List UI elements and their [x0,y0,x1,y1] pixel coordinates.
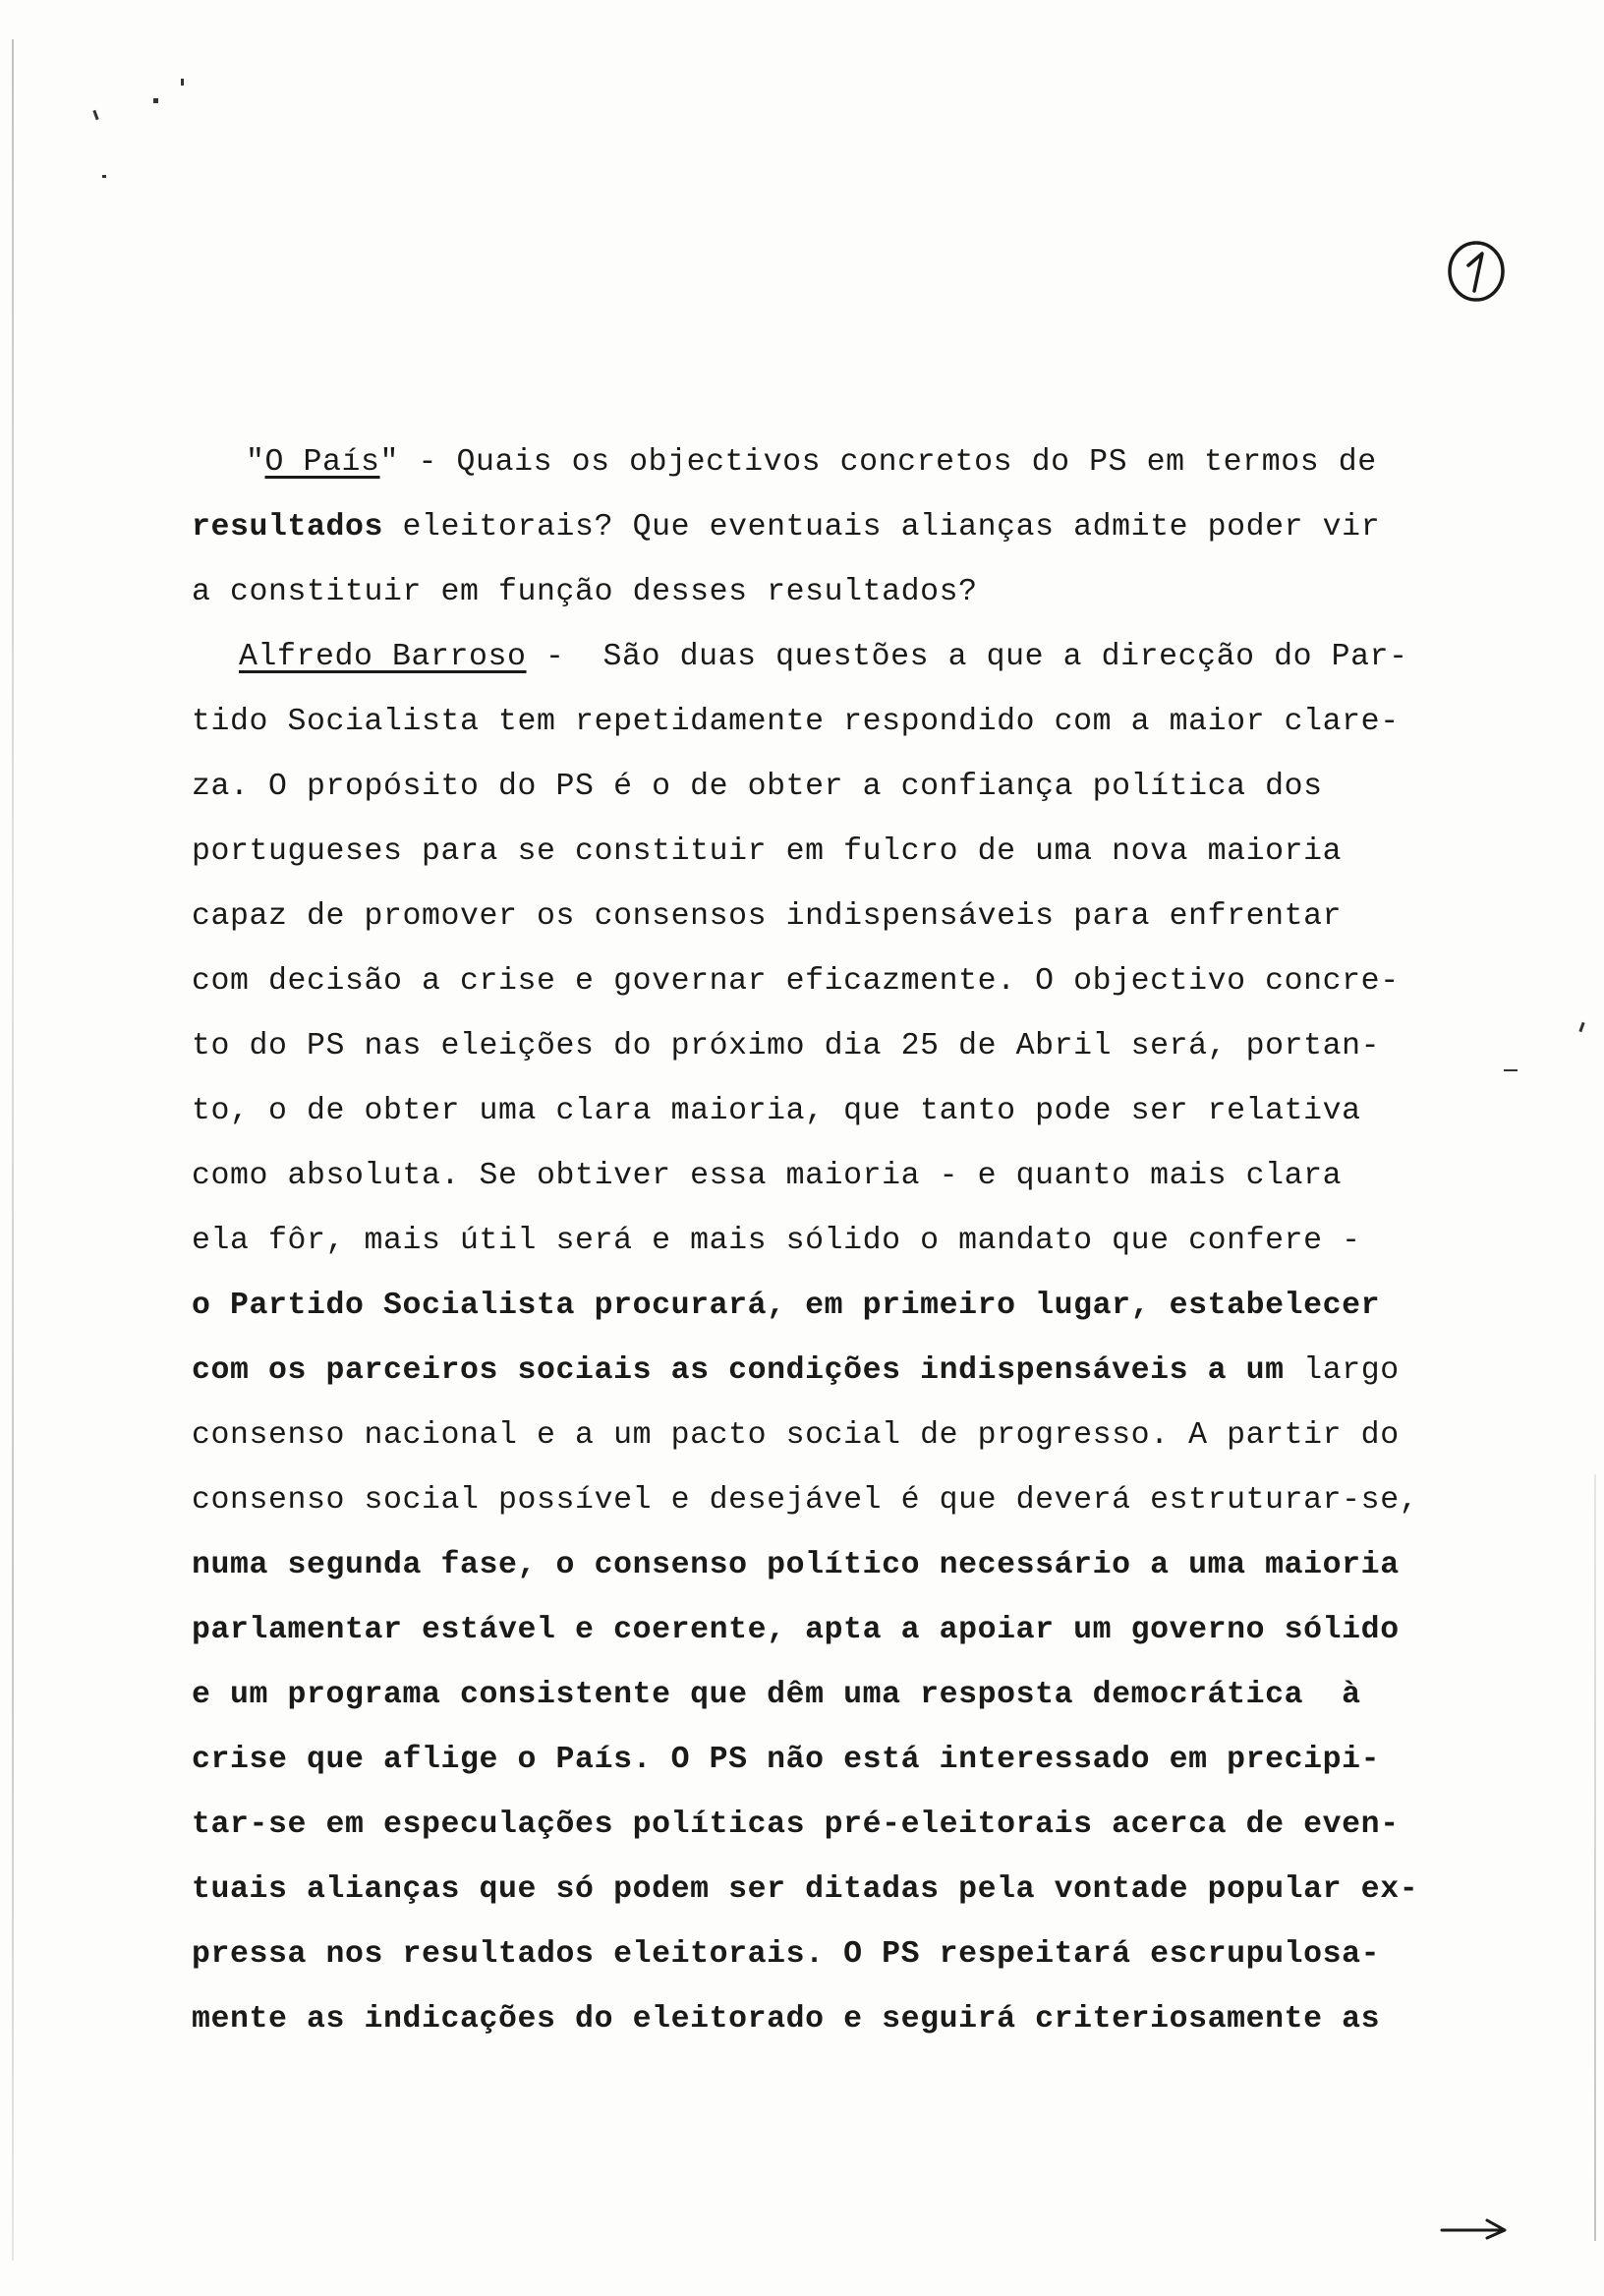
text-segment: largo [1284,1353,1400,1388]
text-line [192,1987,1479,2052]
text-line [192,1209,1479,1274]
text-line [192,1339,1479,1404]
text-line [192,1793,1479,1858]
text-segment: com os parceiros sociais as condições indispensáveis a um [192,1353,1285,1388]
page-number-text [1512,236,1513,237]
scan-speck [181,79,184,86]
text-segment: numa segunda fase, o consenso político necessário a uma maioria [192,1548,1400,1582]
text-segment: " [246,445,265,480]
text-line [192,1533,1479,1598]
scan-speck [1504,1069,1518,1071]
text-segment: eleitorais? Que eventuais alianças admite poder vir [383,510,1381,545]
scan-edge-left [12,39,14,2261]
text-segment: parlamentar estável e coerente, apta a apoiar um governo sólido [192,1613,1400,1647]
text-segment: consenso nacional e a um pacto social de progresso. A partir do [192,1418,1400,1453]
text-segment: - São duas questões a que a direcção do Par- [526,640,1408,674]
text-segment: com decisão a crise e governar eficazmente. O objectivo concre- [192,964,1400,999]
text-line [192,820,1479,885]
text-line [192,1404,1479,1468]
text-segment: capaz de promover os consensos indispensáveis para enfrentar [192,899,1343,934]
continue-arrow-icon [1440,2216,1509,2240]
text-line [192,949,1479,1014]
text-line [192,885,1479,949]
text-line [192,1728,1479,1793]
text-segment: to, o de obter uma clara maioria, que tanto pode ser relativa [192,1094,1361,1128]
text-line [192,495,1479,560]
text-line [192,690,1479,755]
text-line [192,755,1479,820]
text-segment: tar-se em especulações políticas pré-eleitorais acerca de even- [192,1808,1400,1842]
text-segment: e um programa consistente que dêm uma resposta democrática à [192,1678,1361,1712]
text-segment: mente as indicações do eleitorado e seguirá criteriosamente as [192,2002,1381,2037]
circled-page-number [1445,236,1512,303]
text-segment: za. O propósito do PS é o de obter a confiança política dos [192,770,1323,804]
text-segment: " - Quais os objectivos concretos do PS em termos de [379,445,1377,480]
text-line [192,1598,1479,1663]
text-segment: crise que aflige o País. O PS não está interessado em precipi- [192,1743,1381,1777]
text-line [192,1858,1479,1923]
scan-speck [153,98,158,103]
text-line [192,560,1479,625]
text-segment: Alfredo Barroso [239,640,527,674]
text-line [192,1274,1479,1339]
text-segment: pressa nos resultados eleitorais. O PS respeitará escrupulosa- [192,1937,1381,1972]
text-segment: consenso social possível e desejável é que deverá estruturar-se, [192,1483,1419,1518]
scan-speck [102,175,106,178]
text-segment: portugueses para se constituir em fulcro de uma nova maioria [192,834,1343,869]
text-line [192,1144,1479,1209]
text-segment: resultados [192,510,384,545]
text-segment: o Partido Socialista procurará, em primeiro lugar, estabelecer [192,1289,1381,1323]
text-line [192,625,1479,690]
text-line [192,430,1479,495]
text-line [192,1663,1479,1728]
scan-edge-right [1594,1474,1596,2241]
scan-speck [92,110,98,120]
text-line [192,1079,1479,1144]
text-segment: to do PS nas eleições do próximo dia 25 de Abril será, portan- [192,1029,1381,1063]
text-segment: O País [264,445,380,480]
text-line [192,1468,1479,1533]
text-segment: tuais alianças que só podem ser ditadas pela vontade popular ex- [192,1872,1419,1907]
text-segment: como absoluta. Se obtiver essa maioria - e quanto mais clara [192,1159,1343,1193]
text-segment: a constituir em função desses resultados? [192,575,978,609]
scan-speck [1578,1022,1584,1032]
text-line [192,1014,1479,1079]
text-segment: tido Socialista tem repetidamente respondido com a maior clare- [192,705,1400,739]
body-text [192,430,1479,2052]
text-segment: ela fôr, mais útil será e mais sólido o mandato que confere - [192,1224,1361,1258]
text-line [192,1923,1479,1987]
